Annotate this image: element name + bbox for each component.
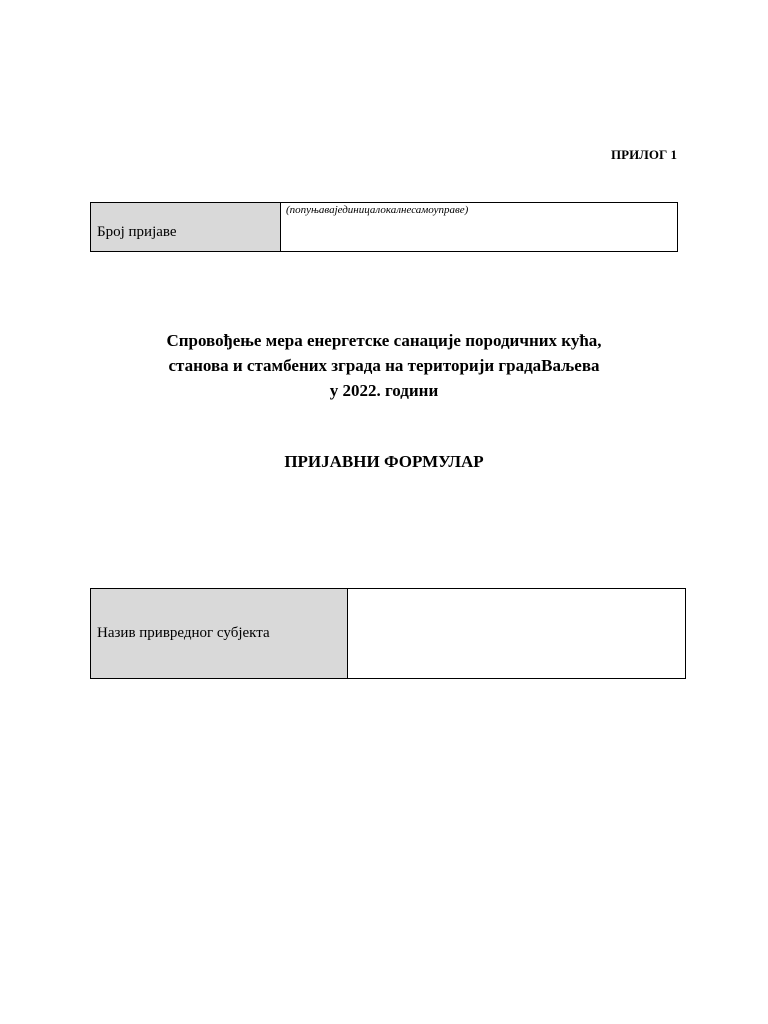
application-number-table	[90, 202, 678, 252]
business-entity-table	[90, 588, 686, 679]
form-title: ПРИЈАВНИ ФОРМУЛАР	[284, 452, 484, 471]
business-entity-label: Назив привредног субјекта	[91, 589, 348, 679]
document-title	[0, 328, 768, 403]
title-line-2: станова и стамбених зграда на територији градаВаљева	[168, 356, 600, 375]
annex-label: ПРИЛОГ 1	[611, 147, 677, 162]
title-line-3: у 2022. години	[329, 381, 439, 400]
application-number-field[interactable]: (попуњавајединицалокалнесамоуправе)	[281, 203, 678, 252]
application-number-label: Број пријаве	[91, 203, 281, 252]
business-entity-field[interactable]	[348, 589, 686, 679]
title-line-1: Спровођење мера енергетске санације породичних кућа,	[166, 331, 602, 350]
